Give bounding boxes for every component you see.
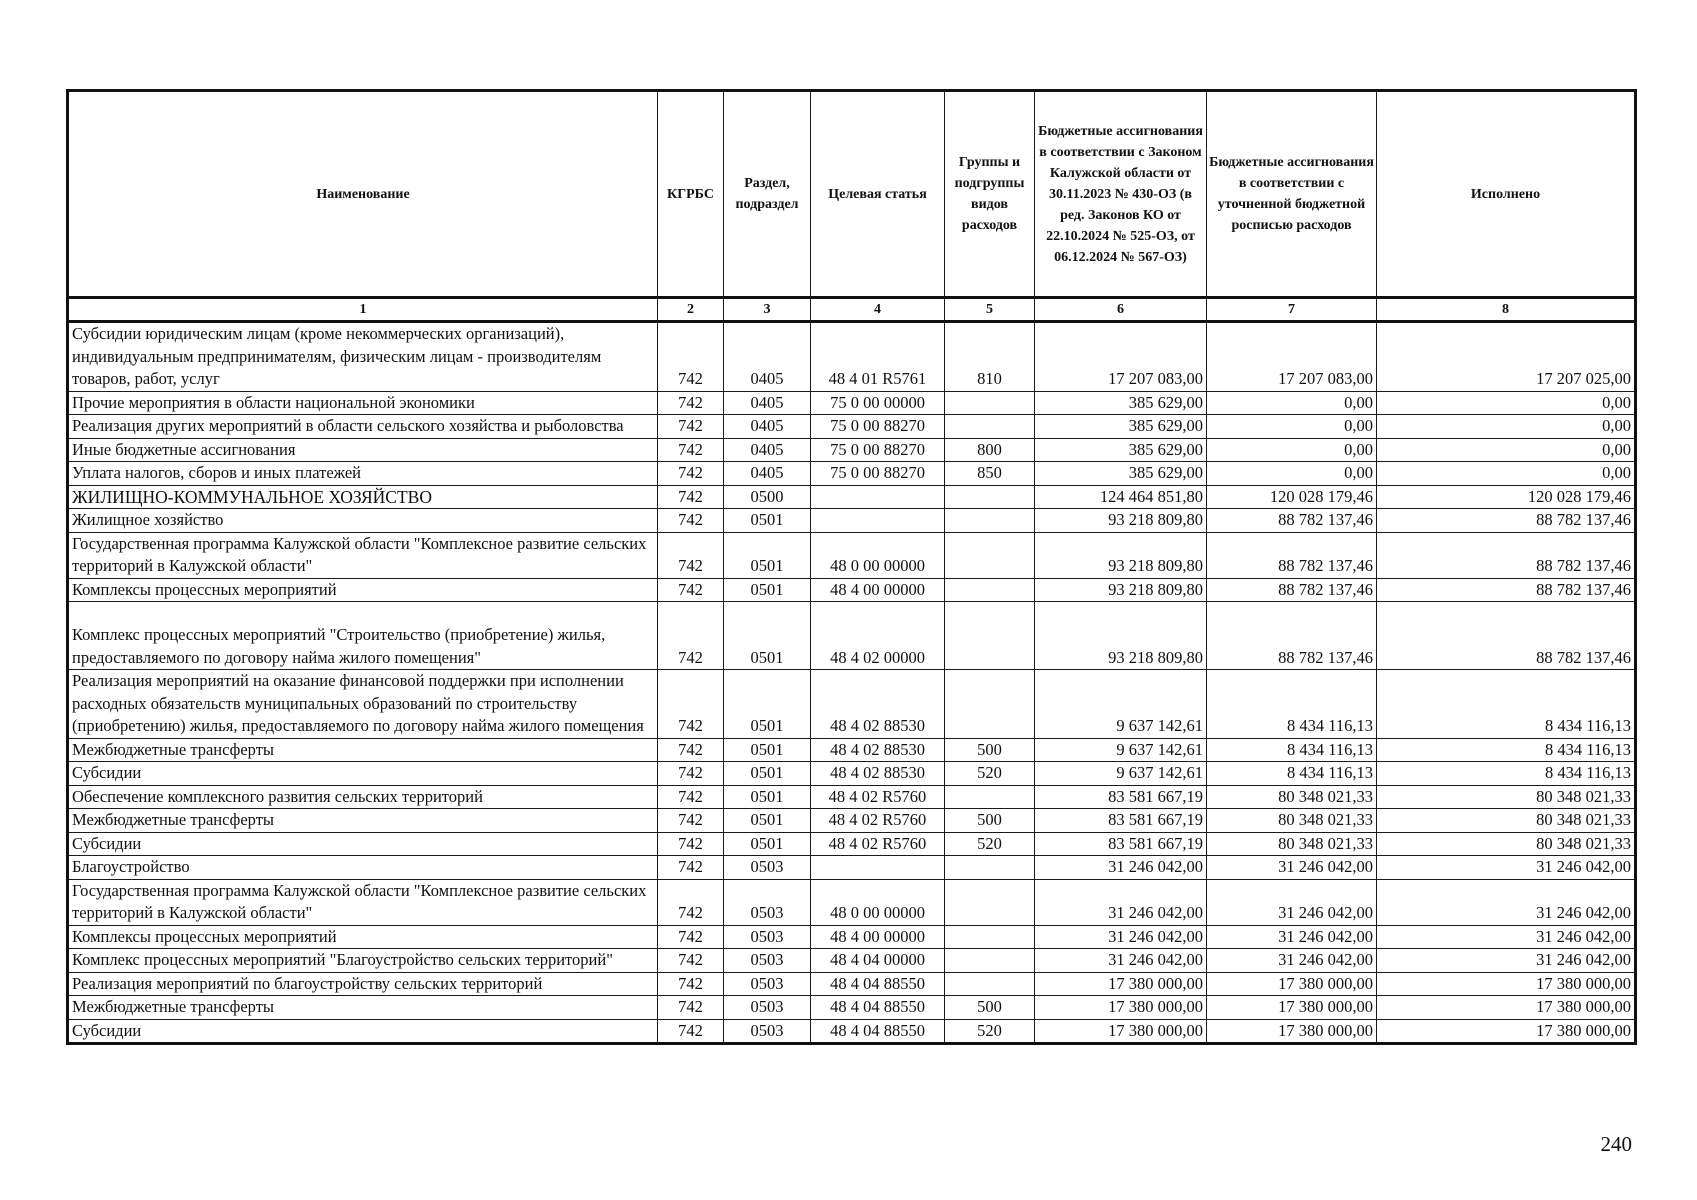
cell-celevaya: 48 4 02 88530 bbox=[811, 670, 945, 739]
cell-ispolneno: 80 348 021,33 bbox=[1377, 832, 1636, 856]
cell-name: Комплекс процессных мероприятий "Строительство (приобретение) жилья, предоставляемого по договору найма жилого помещения" bbox=[68, 602, 658, 670]
cell-rospis: 80 348 021,33 bbox=[1207, 785, 1377, 809]
cell-kgrbs: 742 bbox=[658, 415, 724, 439]
table-row bbox=[68, 578, 1636, 602]
cell-vid: 810 bbox=[945, 322, 1035, 392]
cell-celevaya: 48 4 02 88530 bbox=[811, 738, 945, 762]
cell-vid bbox=[945, 972, 1035, 996]
cell-kgrbs: 742 bbox=[658, 879, 724, 925]
cell-ispolneno: 80 348 021,33 bbox=[1377, 809, 1636, 833]
cell-ispolneno: 31 246 042,00 bbox=[1377, 925, 1636, 949]
cell-celevaya: 48 4 02 R5760 bbox=[811, 809, 945, 833]
cell-kgrbs: 742 bbox=[658, 485, 724, 509]
column-number: 3 bbox=[724, 298, 811, 322]
cell-kgrbs: 742 bbox=[658, 602, 724, 670]
cell-vid bbox=[945, 925, 1035, 949]
header-name: Наименование bbox=[68, 91, 658, 298]
cell-vid: 520 bbox=[945, 832, 1035, 856]
cell-rospis: 17 207 083,00 bbox=[1207, 322, 1377, 392]
table-row bbox=[68, 785, 1636, 809]
cell-kgrbs: 742 bbox=[658, 785, 724, 809]
cell-razdel: 0405 bbox=[724, 322, 811, 392]
cell-kgrbs: 742 bbox=[658, 670, 724, 739]
table-row bbox=[68, 762, 1636, 786]
cell-name: Субсидии bbox=[68, 1019, 658, 1044]
cell-celevaya bbox=[811, 856, 945, 880]
budget-table bbox=[66, 89, 1637, 1045]
cell-celevaya: 48 4 04 88550 bbox=[811, 1019, 945, 1044]
cell-kgrbs: 742 bbox=[658, 996, 724, 1020]
cell-ispolneno: 88 782 137,46 bbox=[1377, 532, 1636, 578]
cell-kgrbs: 742 bbox=[658, 578, 724, 602]
cell-celevaya bbox=[811, 485, 945, 509]
budget-table-sheet bbox=[66, 89, 1634, 1045]
cell-ispolneno: 17 207 025,00 bbox=[1377, 322, 1636, 392]
table-body bbox=[68, 322, 1636, 1044]
cell-vid bbox=[945, 602, 1035, 670]
cell-kgrbs: 742 bbox=[658, 322, 724, 392]
cell-kgrbs: 742 bbox=[658, 856, 724, 880]
cell-rospis: 0,00 bbox=[1207, 391, 1377, 415]
header-vid: Группы и подгруппы видов расходов bbox=[945, 91, 1035, 298]
cell-rospis: 8 434 116,13 bbox=[1207, 738, 1377, 762]
cell-vid bbox=[945, 485, 1035, 509]
cell-vid bbox=[945, 670, 1035, 739]
cell-zakon: 385 629,00 bbox=[1035, 462, 1207, 486]
cell-vid bbox=[945, 949, 1035, 973]
cell-ispolneno: 0,00 bbox=[1377, 438, 1636, 462]
cell-name: Реализация мероприятий по благоустройству сельских территорий bbox=[68, 972, 658, 996]
cell-razdel: 0501 bbox=[724, 602, 811, 670]
cell-zakon: 93 218 809,80 bbox=[1035, 532, 1207, 578]
cell-rospis: 8 434 116,13 bbox=[1207, 762, 1377, 786]
cell-ispolneno: 31 246 042,00 bbox=[1377, 856, 1636, 880]
cell-name: Реализация других мероприятий в области сельского хозяйства и рыболовства bbox=[68, 415, 658, 439]
cell-kgrbs: 742 bbox=[658, 438, 724, 462]
cell-name: Субсидии bbox=[68, 832, 658, 856]
cell-celevaya: 75 0 00 00000 bbox=[811, 391, 945, 415]
cell-zakon: 93 218 809,80 bbox=[1035, 509, 1207, 533]
table-row bbox=[68, 856, 1636, 880]
cell-kgrbs: 742 bbox=[658, 738, 724, 762]
cell-name: Прочие мероприятия в области национальной экономики bbox=[68, 391, 658, 415]
cell-name: Межбюджетные трансферты bbox=[68, 996, 658, 1020]
page-number: 240 bbox=[1600, 1132, 1632, 1156]
cell-vid bbox=[945, 509, 1035, 533]
cell-zakon: 83 581 667,19 bbox=[1035, 809, 1207, 833]
cell-ispolneno: 8 434 116,13 bbox=[1377, 762, 1636, 786]
cell-name: Жилищное хозяйство bbox=[68, 509, 658, 533]
cell-zakon: 93 218 809,80 bbox=[1035, 578, 1207, 602]
cell-zakon: 17 380 000,00 bbox=[1035, 1019, 1207, 1044]
cell-vid bbox=[945, 415, 1035, 439]
cell-name: Субсидии bbox=[68, 762, 658, 786]
cell-rospis: 31 246 042,00 bbox=[1207, 879, 1377, 925]
cell-kgrbs: 742 bbox=[658, 809, 724, 833]
cell-razdel: 0501 bbox=[724, 809, 811, 833]
table-row bbox=[68, 949, 1636, 973]
cell-celevaya: 48 4 04 88550 bbox=[811, 972, 945, 996]
cell-celevaya: 48 4 04 88550 bbox=[811, 996, 945, 1020]
cell-razdel: 0500 bbox=[724, 485, 811, 509]
cell-rospis: 88 782 137,46 bbox=[1207, 509, 1377, 533]
cell-name: Обеспечение комплексного развития сельских территорий bbox=[68, 785, 658, 809]
cell-zakon: 385 629,00 bbox=[1035, 438, 1207, 462]
cell-razdel: 0503 bbox=[724, 972, 811, 996]
cell-razdel: 0405 bbox=[724, 415, 811, 439]
table-row bbox=[68, 462, 1636, 486]
cell-name: Комплексы процессных мероприятий bbox=[68, 925, 658, 949]
cell-razdel: 0501 bbox=[724, 578, 811, 602]
cell-vid: 500 bbox=[945, 738, 1035, 762]
cell-celevaya: 48 4 02 R5760 bbox=[811, 832, 945, 856]
table-row bbox=[68, 485, 1636, 509]
cell-zakon: 385 629,00 bbox=[1035, 391, 1207, 415]
cell-rospis: 8 434 116,13 bbox=[1207, 670, 1377, 739]
cell-razdel: 0503 bbox=[724, 1019, 811, 1044]
cell-ispolneno: 17 380 000,00 bbox=[1377, 1019, 1636, 1044]
cell-rospis: 31 246 042,00 bbox=[1207, 856, 1377, 880]
cell-rospis: 120 028 179,46 bbox=[1207, 485, 1377, 509]
cell-name: Субсидии юридическим лицам (кроме некоммерческих организаций), индивидуальным предпринимателям, физическим лицам - производителям товаров, работ, услуг bbox=[68, 322, 658, 392]
table-row bbox=[68, 809, 1636, 833]
cell-kgrbs: 742 bbox=[658, 925, 724, 949]
cell-zakon: 17 380 000,00 bbox=[1035, 972, 1207, 996]
cell-ispolneno: 88 782 137,46 bbox=[1377, 578, 1636, 602]
cell-zakon: 9 637 142,61 bbox=[1035, 670, 1207, 739]
header-kgrbs: КГРБС bbox=[658, 91, 724, 298]
cell-rospis: 0,00 bbox=[1207, 415, 1377, 439]
table-row bbox=[68, 438, 1636, 462]
table-row bbox=[68, 509, 1636, 533]
header-row bbox=[68, 91, 1636, 298]
cell-rospis: 88 782 137,46 bbox=[1207, 578, 1377, 602]
cell-name: Государственная программа Калужской области "Комплексное развитие сельских территорий в Калужской области" bbox=[68, 879, 658, 925]
column-number: 4 bbox=[811, 298, 945, 322]
cell-ispolneno: 80 348 021,33 bbox=[1377, 785, 1636, 809]
cell-celevaya: 48 0 00 00000 bbox=[811, 879, 945, 925]
table-row bbox=[68, 391, 1636, 415]
cell-celevaya: 75 0 00 88270 bbox=[811, 462, 945, 486]
header-razdel: Раздел, подраздел bbox=[724, 91, 811, 298]
cell-name: Межбюджетные трансферты bbox=[68, 738, 658, 762]
table-row bbox=[68, 602, 1636, 670]
cell-zakon: 31 246 042,00 bbox=[1035, 879, 1207, 925]
cell-vid bbox=[945, 532, 1035, 578]
cell-rospis: 17 380 000,00 bbox=[1207, 1019, 1377, 1044]
cell-ispolneno: 31 246 042,00 bbox=[1377, 879, 1636, 925]
cell-ispolneno: 120 028 179,46 bbox=[1377, 485, 1636, 509]
table-row bbox=[68, 532, 1636, 578]
cell-name: ЖИЛИЩНО-КОММУНАЛЬНОЕ ХОЗЯЙСТВО bbox=[68, 485, 658, 509]
table-row bbox=[68, 738, 1636, 762]
cell-zakon: 83 581 667,19 bbox=[1035, 785, 1207, 809]
cell-ispolneno: 0,00 bbox=[1377, 391, 1636, 415]
cell-zakon: 31 246 042,00 bbox=[1035, 856, 1207, 880]
cell-vid: 520 bbox=[945, 1019, 1035, 1044]
cell-zakon: 9 637 142,61 bbox=[1035, 738, 1207, 762]
cell-vid: 520 bbox=[945, 762, 1035, 786]
cell-razdel: 0405 bbox=[724, 438, 811, 462]
cell-razdel: 0501 bbox=[724, 785, 811, 809]
cell-kgrbs: 742 bbox=[658, 762, 724, 786]
cell-zakon: 9 637 142,61 bbox=[1035, 762, 1207, 786]
cell-celevaya bbox=[811, 509, 945, 533]
cell-celevaya: 48 4 00 00000 bbox=[811, 578, 945, 602]
cell-vid bbox=[945, 578, 1035, 602]
cell-vid bbox=[945, 785, 1035, 809]
cell-vid: 500 bbox=[945, 809, 1035, 833]
cell-name: Комплекс процессных мероприятий "Благоустройство сельских территорий" bbox=[68, 949, 658, 973]
cell-ispolneno: 88 782 137,46 bbox=[1377, 509, 1636, 533]
cell-ispolneno: 8 434 116,13 bbox=[1377, 670, 1636, 739]
cell-zakon: 31 246 042,00 bbox=[1035, 949, 1207, 973]
cell-vid: 800 bbox=[945, 438, 1035, 462]
cell-celevaya: 48 4 02 00000 bbox=[811, 602, 945, 670]
cell-zakon: 17 207 083,00 bbox=[1035, 322, 1207, 392]
cell-name: Комплексы процессных мероприятий bbox=[68, 578, 658, 602]
cell-kgrbs: 742 bbox=[658, 509, 724, 533]
cell-razdel: 0503 bbox=[724, 949, 811, 973]
cell-razdel: 0503 bbox=[724, 996, 811, 1020]
cell-kgrbs: 742 bbox=[658, 949, 724, 973]
table-row bbox=[68, 972, 1636, 996]
cell-kgrbs: 742 bbox=[658, 832, 724, 856]
column-number: 7 bbox=[1207, 298, 1377, 322]
table-row bbox=[68, 832, 1636, 856]
cell-name: Реализация мероприятий на оказание финансовой поддержки при исполнении расходных обязательств муниципальных образований по строительству (приобретению) жилья, предоставляемого по договору найма жилого помещения bbox=[68, 670, 658, 739]
header-rospis: Бюджетные ассигнования в соответствии с уточненной бюджетной росписью расходов bbox=[1207, 91, 1377, 298]
cell-vid bbox=[945, 856, 1035, 880]
cell-ispolneno: 0,00 bbox=[1377, 462, 1636, 486]
cell-rospis: 0,00 bbox=[1207, 438, 1377, 462]
cell-zakon: 385 629,00 bbox=[1035, 415, 1207, 439]
cell-celevaya: 75 0 00 88270 bbox=[811, 415, 945, 439]
cell-razdel: 0503 bbox=[724, 925, 811, 949]
header-celevaya: Целевая статья bbox=[811, 91, 945, 298]
cell-razdel: 0503 bbox=[724, 879, 811, 925]
cell-name: Иные бюджетные ассигнования bbox=[68, 438, 658, 462]
cell-rospis: 31 246 042,00 bbox=[1207, 949, 1377, 973]
cell-kgrbs: 742 bbox=[658, 391, 724, 415]
cell-zakon: 83 581 667,19 bbox=[1035, 832, 1207, 856]
cell-celevaya: 48 4 04 00000 bbox=[811, 949, 945, 973]
column-number: 8 bbox=[1377, 298, 1636, 322]
cell-vid bbox=[945, 391, 1035, 415]
table-row bbox=[68, 879, 1636, 925]
cell-kgrbs: 742 bbox=[658, 462, 724, 486]
cell-zakon: 31 246 042,00 bbox=[1035, 925, 1207, 949]
cell-celevaya: 48 4 02 88530 bbox=[811, 762, 945, 786]
cell-zakon: 124 464 851,80 bbox=[1035, 485, 1207, 509]
cell-vid bbox=[945, 879, 1035, 925]
cell-zakon: 93 218 809,80 bbox=[1035, 602, 1207, 670]
table-row bbox=[68, 670, 1636, 739]
cell-razdel: 0405 bbox=[724, 462, 811, 486]
cell-celevaya: 48 4 02 R5760 bbox=[811, 785, 945, 809]
column-number: 1 bbox=[68, 298, 658, 322]
header-ispolneno: Исполнено bbox=[1377, 91, 1636, 298]
cell-rospis: 88 782 137,46 bbox=[1207, 532, 1377, 578]
cell-name: Благоустройство bbox=[68, 856, 658, 880]
cell-name: Государственная программа Калужской области "Комплексное развитие сельских территорий в Калужской области" bbox=[68, 532, 658, 578]
cell-rospis: 17 380 000,00 bbox=[1207, 972, 1377, 996]
cell-celevaya: 48 4 00 00000 bbox=[811, 925, 945, 949]
header-zakon: Бюджетные ассигнования в соответствии с Законом Калужской области от 30.11.2023 № 430-ОЗ (в ред. Законов КО от 22.10.2024 № 525-ОЗ, от 06.12.2024 № 567-ОЗ) bbox=[1035, 91, 1207, 298]
cell-zakon: 17 380 000,00 bbox=[1035, 996, 1207, 1020]
column-number: 6 bbox=[1035, 298, 1207, 322]
table-row bbox=[68, 925, 1636, 949]
cell-kgrbs: 742 bbox=[658, 972, 724, 996]
cell-razdel: 0501 bbox=[724, 670, 811, 739]
cell-rospis: 88 782 137,46 bbox=[1207, 602, 1377, 670]
cell-rospis: 17 380 000,00 bbox=[1207, 996, 1377, 1020]
cell-vid: 500 bbox=[945, 996, 1035, 1020]
table-row bbox=[68, 415, 1636, 439]
cell-rospis: 80 348 021,33 bbox=[1207, 809, 1377, 833]
cell-razdel: 0501 bbox=[724, 509, 811, 533]
column-number-row bbox=[68, 298, 1636, 322]
cell-kgrbs: 742 bbox=[658, 1019, 724, 1044]
cell-ispolneno: 17 380 000,00 bbox=[1377, 996, 1636, 1020]
column-number: 2 bbox=[658, 298, 724, 322]
cell-razdel: 0405 bbox=[724, 391, 811, 415]
cell-rospis: 31 246 042,00 bbox=[1207, 925, 1377, 949]
cell-name: Межбюджетные трансферты bbox=[68, 809, 658, 833]
cell-razdel: 0501 bbox=[724, 832, 811, 856]
table-row bbox=[68, 322, 1636, 392]
column-number: 5 bbox=[945, 298, 1035, 322]
cell-ispolneno: 17 380 000,00 bbox=[1377, 972, 1636, 996]
table-row bbox=[68, 1019, 1636, 1044]
cell-ispolneno: 8 434 116,13 bbox=[1377, 738, 1636, 762]
cell-razdel: 0501 bbox=[724, 738, 811, 762]
cell-kgrbs: 742 bbox=[658, 532, 724, 578]
cell-rospis: 0,00 bbox=[1207, 462, 1377, 486]
cell-celevaya: 48 0 00 00000 bbox=[811, 532, 945, 578]
cell-name: Уплата налогов, сборов и иных платежей bbox=[68, 462, 658, 486]
cell-ispolneno: 88 782 137,46 bbox=[1377, 602, 1636, 670]
table-row bbox=[68, 996, 1636, 1020]
cell-razdel: 0501 bbox=[724, 762, 811, 786]
cell-ispolneno: 31 246 042,00 bbox=[1377, 949, 1636, 973]
cell-celevaya: 75 0 00 88270 bbox=[811, 438, 945, 462]
cell-razdel: 0501 bbox=[724, 532, 811, 578]
cell-rospis: 80 348 021,33 bbox=[1207, 832, 1377, 856]
cell-ispolneno: 0,00 bbox=[1377, 415, 1636, 439]
cell-vid: 850 bbox=[945, 462, 1035, 486]
cell-razdel: 0503 bbox=[724, 856, 811, 880]
cell-celevaya: 48 4 01 R5761 bbox=[811, 322, 945, 392]
